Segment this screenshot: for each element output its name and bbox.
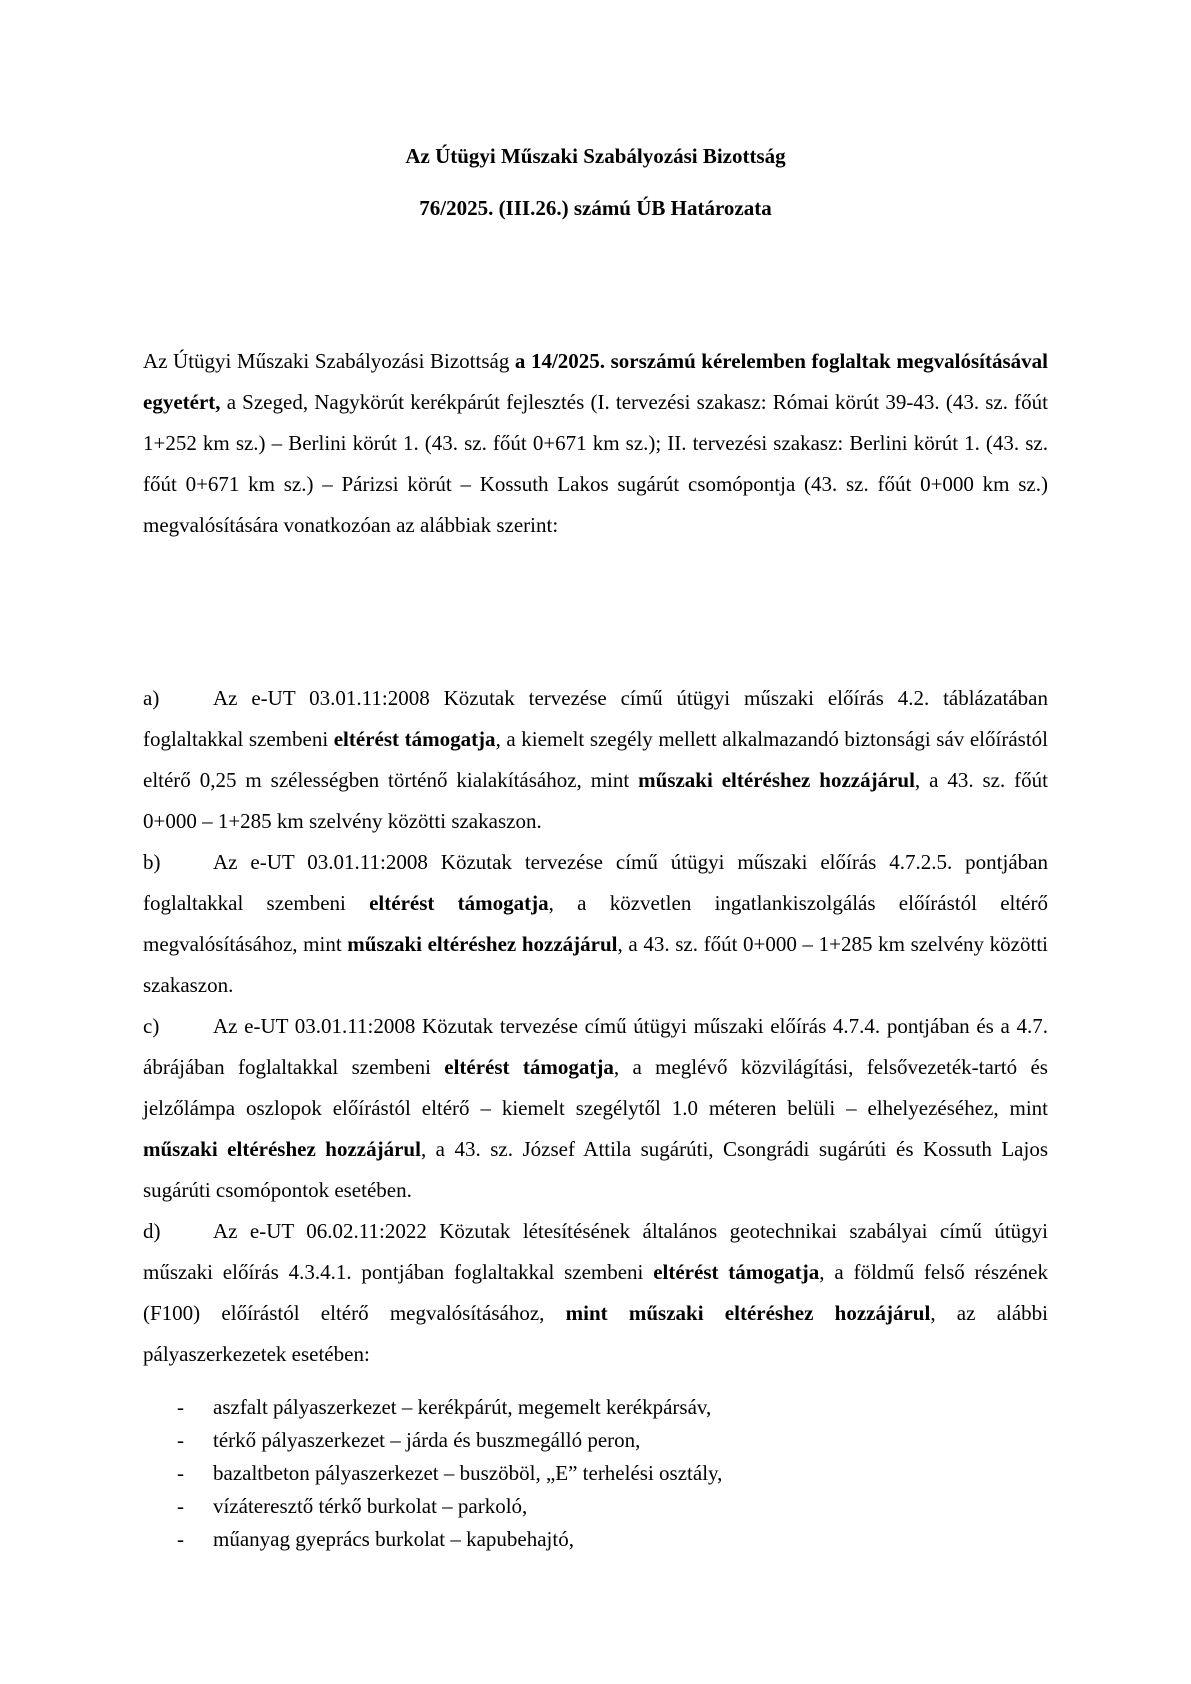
item-bold-text: műszaki eltéréshez hozzájárul: [638, 768, 915, 792]
list-item: [177, 1490, 977, 1523]
item-text: , a földmű felső részének (F100) előírástól eltérő megvalósításához,: [143, 1260, 1048, 1325]
dash-marker: -: [177, 1461, 184, 1485]
item-label: a): [143, 686, 160, 710]
item-bold-text: mint műszaki eltéréshez hozzájárul: [565, 1301, 931, 1325]
decision-item-a: [143, 678, 1048, 842]
item-text: , a meglévő közvilágítási, felsővezeték-tartó és jelzőlámpa oszlopok előírástól eltérő – kiemelt szegélytől 1.0 méteren belüli – elhelyezéséhez, mint: [143, 1055, 1048, 1120]
item-bold-text: eltérést támogatja: [444, 1055, 614, 1079]
item-bold-text: műszaki eltéréshez hozzájárul: [143, 1137, 421, 1161]
list-item-text: bazaltbeton pályaszerkezet – buszöböl, „E” terhelési osztály,: [213, 1461, 723, 1485]
item-text: , a kiemelt szegély mellett alkalmazandó biztonsági sáv előírástól eltérő 0,25 m szélességben történő kialakításához, mint: [143, 727, 1048, 792]
item-bold-text: eltérést támogatja: [369, 891, 549, 915]
decision-item-c: [143, 1006, 1048, 1211]
item-text: Az e-UT 03.01.11:2008 Közutak tervezése című útügyi műszaki előírás 4.2. táblázatában foglaltakkal szembeni: [143, 686, 1048, 751]
dash-marker: -: [177, 1527, 184, 1551]
item-text: , a 43. sz. főút 0+000 – 1+285 km szelvény közötti szakaszon.: [143, 768, 1048, 833]
item-label: d): [143, 1219, 161, 1243]
list-item-text: vízáteresztő térkő burkolat – parkoló,: [213, 1494, 528, 1518]
item-label: c): [143, 1014, 160, 1038]
intro-text-1: Az Útügyi Műszaki Szabályozási Bizottság: [143, 349, 515, 373]
resolution-number: 76/2025. (III.26.) számú ÚB Határozata: [419, 196, 772, 220]
pavement-structure-list: [177, 1391, 977, 1556]
item-text: Az e-UT 03.01.11:2008 Közutak tervezése című útügyi műszaki előírás 4.7.2.5. pontjában foglaltakkal szembeni: [143, 850, 1048, 915]
item-label: b): [143, 850, 161, 874]
item-text: Az e-UT 06.02.11:2022 Közutak létesítésének általános geotechnikai szabályai című útügyi műszaki előírás 4.3.4.1. pontjában foglaltakkal szembeni: [143, 1219, 1048, 1284]
list-item: [177, 1424, 977, 1457]
dash-marker: -: [177, 1428, 184, 1452]
item-text: Az e-UT 03.01.11:2008 Közutak tervezése című útügyi műszaki előírás 4.7.4. pontjában és a 4.7. ábrájában foglaltakkal szembeni: [143, 1014, 1048, 1079]
list-item-text: műanyag gyeprács burkolat – kapubehajtó,: [213, 1527, 574, 1551]
item-bold-text: eltérést támogatja: [653, 1260, 820, 1284]
document-title: Az Útügyi Műszaki Szabályozási Bizottság: [405, 144, 786, 168]
dash-marker: -: [177, 1395, 184, 1419]
list-item: [177, 1523, 977, 1556]
item-text: , a közvetlen ingatlankiszolgálás előírástól eltérő megvalósításához, mint: [143, 891, 1049, 956]
list-item: [177, 1391, 977, 1424]
intro-bold-text: a 14/2025. sorszámú kérelemben foglaltak megvalósításával egyetért,: [143, 349, 1049, 414]
item-text: , az alábbi pályaszerkezetek esetében:: [143, 1301, 1049, 1366]
list-item-text: aszfalt pályaszerkezet – kerékpárút, megemelt kerékpársáv,: [213, 1395, 712, 1419]
item-bold-text: eltérést támogatja: [333, 727, 496, 751]
item-text: , a 43. sz. József Attila sugárúti, Csongrádi sugárúti és Kossuth Lajos sugárúti csomópontok esetében.: [143, 1137, 1049, 1202]
decision-items: [143, 678, 1048, 1375]
list-item: [177, 1457, 977, 1490]
item-bold-text: műszaki eltéréshez hozzájárul: [347, 932, 618, 956]
decision-item-b: [143, 842, 1048, 1006]
list-item-text: térkő pályaszerkezet – járda és buszmegálló peron,: [213, 1428, 641, 1452]
dash-marker: -: [177, 1494, 184, 1518]
item-text: , a 43. sz. főút 0+000 – 1+285 km szelvény közötti szakaszon.: [143, 932, 1048, 997]
intro-paragraph: [143, 341, 1048, 546]
intro-text-2: a Szeged, Nagykörút kerékpárút fejlesztés (I. tervezési szakasz: Római körút 39-43. (43. sz. főút 1+252 km sz.) – Berlini körút 1. (43. sz. főút 0+671 km sz.); II. tervezési szakasz: Berlini körút 1. (43. sz. főút 0+671 km sz.) – Párizsi körút – Kossuth Lakos sugárút csomópontja (43. sz. főút 0+000 km sz.) megvalósítására vonatkozóan az alábbiak szerint:: [143, 390, 1048, 537]
decision-item-d: [143, 1211, 1048, 1375]
